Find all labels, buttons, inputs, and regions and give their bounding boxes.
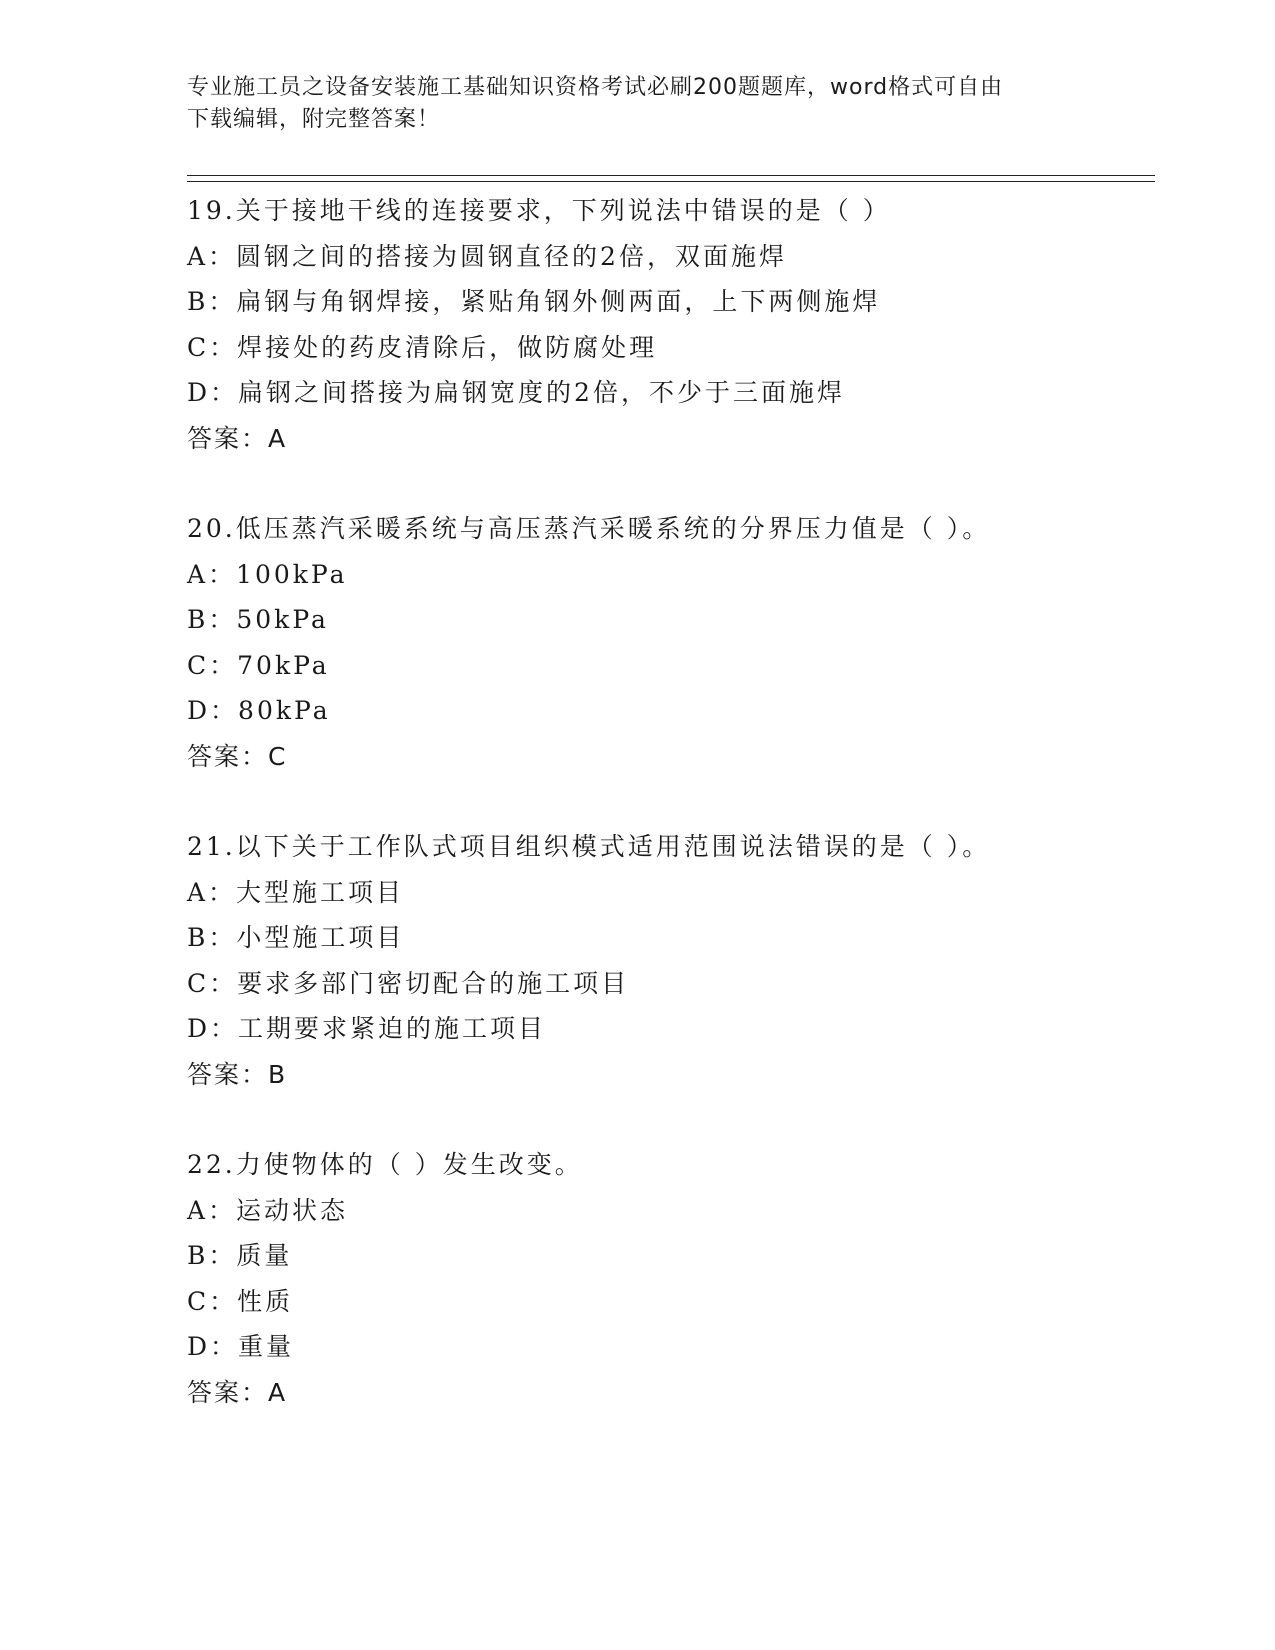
option-b: B：扁钢与角钢焊接，紧贴角钢外侧两面，上下两侧施焊 (187, 287, 881, 316)
question-21 (187, 824, 1147, 1097)
answer-line: 答案：B (187, 1059, 288, 1089)
header-divider-top (187, 175, 1155, 176)
question-stem: 21.以下关于工作队式项目组织模式适用范围说法错误的是（ ）。 (187, 832, 991, 861)
document-header (187, 72, 1067, 136)
option-c: C：焊接处的药皮清除后，做防腐处理 (187, 332, 658, 362)
option-b: B：质量 (187, 1241, 293, 1270)
option-a: A：运动状态 (187, 1195, 349, 1225)
question-20 (187, 506, 1147, 779)
header-divider-bottom (187, 181, 1155, 182)
question-stem: 20.低压蒸汽采暖系统与高压蒸汽采暖系统的分界压力值是（ ）。 (187, 514, 991, 543)
option-d: D：80kPa (187, 696, 331, 725)
option-b: B：小型施工项目 (187, 923, 405, 952)
option-c: C：性质 (187, 1286, 294, 1316)
option-b: B：50kPa (187, 605, 329, 634)
answer-line: 答案：A (187, 423, 288, 453)
answer-line: 答案：C (187, 741, 288, 771)
header-line-2: 下载编辑，附完整答案！ (187, 107, 441, 132)
question-stem: 22.力使物体的（ ）发生改变。 (187, 1150, 583, 1179)
option-d: D：扁钢之间搭接为扁钢宽度的2倍，不少于三面施焊 (187, 378, 845, 407)
header-line-1: 专业施工员之设备安装施工基础知识资格考试必刷200题题库，word格式可自由 (187, 75, 1004, 100)
option-d: D：工期要求紧迫的施工项目 (187, 1014, 547, 1043)
option-c: C：70kPa (187, 650, 330, 680)
answer-line: 答案：A (187, 1377, 288, 1407)
option-a: A：圆钢之间的搭接为圆钢直径的2倍，双面施焊 (187, 241, 787, 271)
question-stem: 19.关于接地干线的连接要求，下列说法中错误的是（ ） (187, 196, 891, 225)
question-19 (187, 188, 1147, 461)
option-a: A：大型施工项目 (187, 877, 405, 907)
option-c: C：要求多部门密切配合的施工项目 (187, 968, 630, 998)
option-a: A：100kPa (187, 559, 348, 589)
question-22 (187, 1142, 1147, 1415)
option-d: D：重量 (187, 1332, 295, 1361)
